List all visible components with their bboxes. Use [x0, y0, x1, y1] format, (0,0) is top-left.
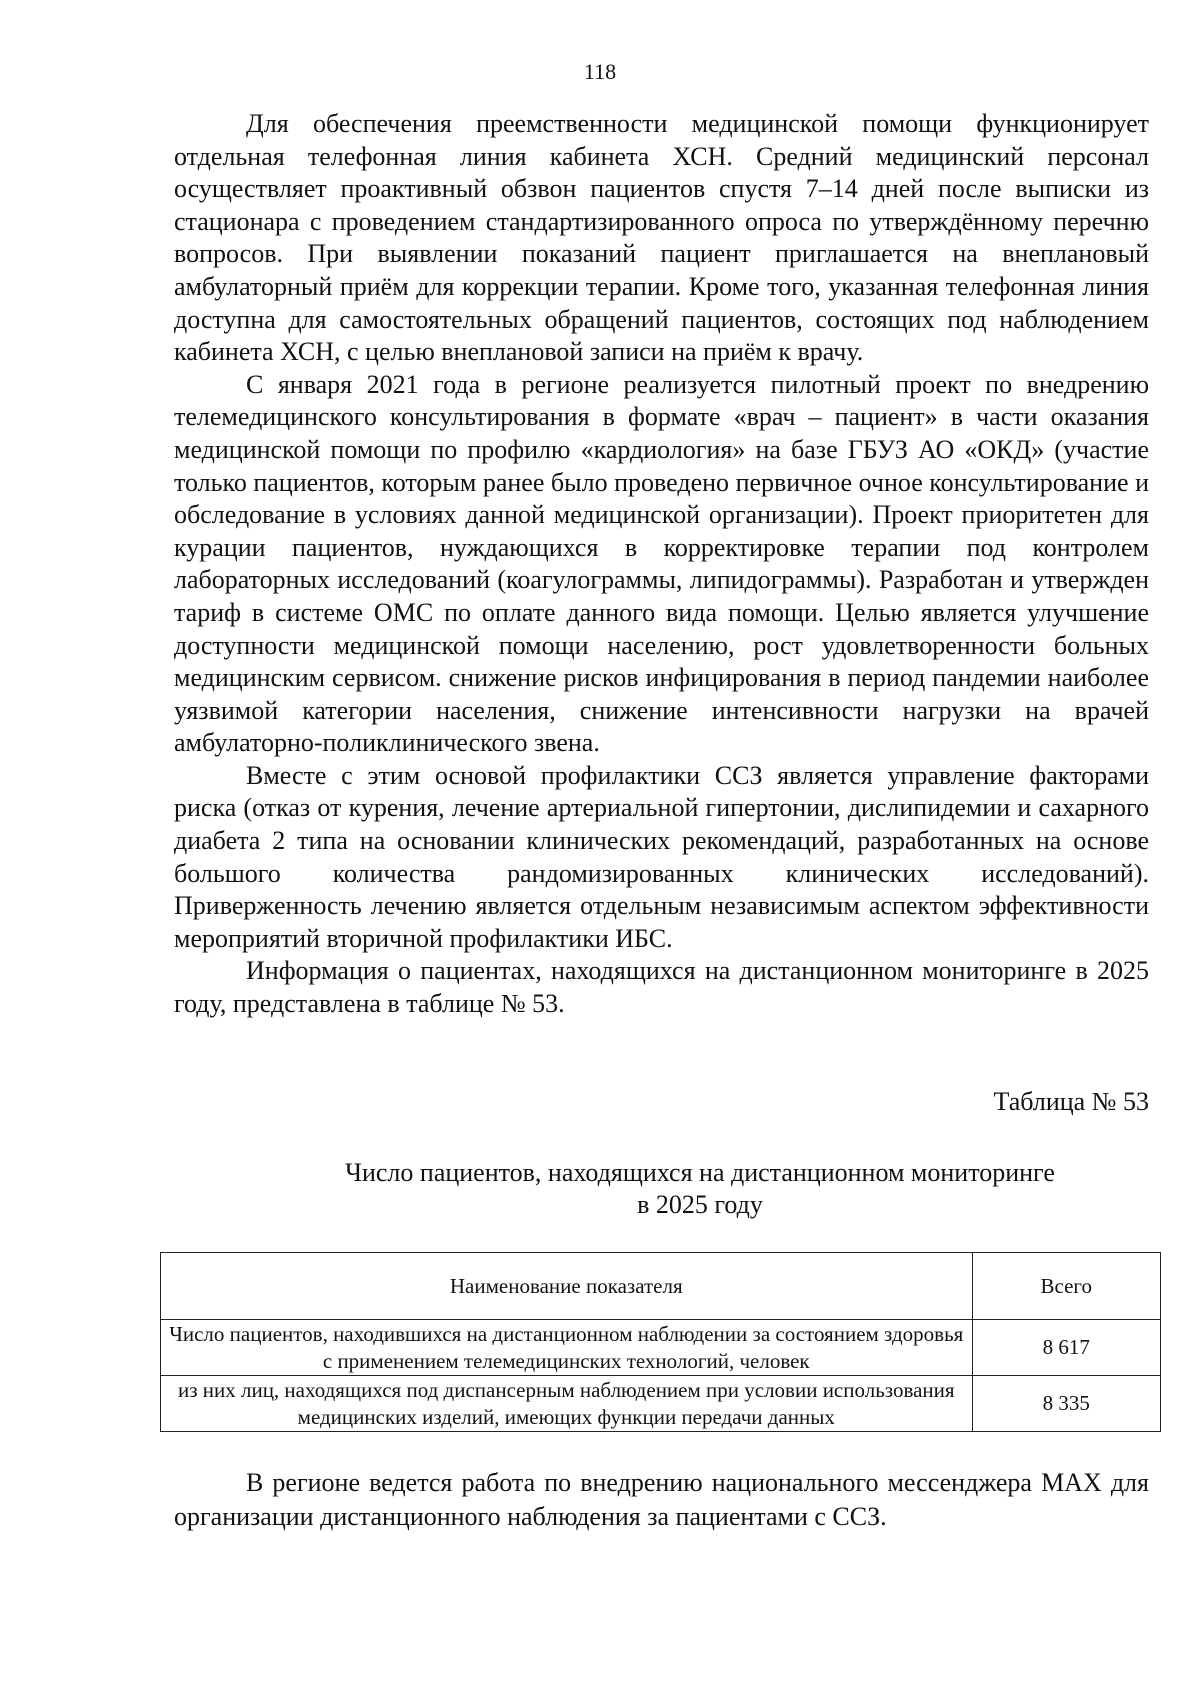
header-indicator-name: Наименование показателя: [161, 1253, 973, 1320]
table-row: [161, 1376, 1161, 1432]
closing-text: [174, 1466, 1149, 1534]
table-title: [240, 1157, 1160, 1221]
row-total-value: 8 617: [972, 1320, 1160, 1376]
row-indicator-name: из них лиц, находящихся под диспансерным наблюдением при условии использования медицинских изделий, имеющих функции передачи данных: [161, 1376, 973, 1432]
paragraph-telemedicine-project: С января 2021 года в регионе реализуется пилотный проект по внедрению телемедицинского консультирования в формате «врач – пациент» в части оказания медицинской помощи по профилю «кардиология» на базе ГБУЗ АО «ОКД» (участие только пациентов, которым ранее было проведено первичное очное консультирование и обследование в условиях данной медицинской организации). Проект приоритетен для курации пациентов, нуждающихся в корректировке терапии под контролем лабораторных исследований (коагулограммы, липидограммы). Разработан и утвержден тариф в системе ОМС по оплате данного вида помощи. Целью является улучшение доступности медицинской помощи населению, рост удовлетворенности больных медицинским сервисом. снижение рисков инфицирования в период пандемии наиболее уязвимой категории населения, снижение интенсивности нагрузки на врачей амбулаторно-поликлинического звена.: [174, 369, 1149, 758]
row-indicator-name: Число пациентов, находившихся на дистанционном наблюдении за состоянием здоровья с применением телемедицинских технологий, человек: [161, 1320, 973, 1376]
body-text: [174, 108, 1149, 1021]
monitoring-table: [160, 1252, 1161, 1432]
table-title-line-1: Число пациентов, находящихся на дистанционном мониторинге: [345, 1158, 1055, 1187]
table-row: [161, 1320, 1161, 1376]
row-total-value: 8 335: [972, 1376, 1160, 1432]
table-title-line-2: в 2025 году: [637, 1190, 763, 1219]
paragraph-table-reference: Информация о пациентах, находящихся на дистанционном мониторинге в 2025 году, представлена в таблице № 53.: [174, 956, 1149, 1019]
header-total: Всего: [972, 1253, 1160, 1320]
table-label: Таблица № 53: [993, 1087, 1149, 1116]
paragraph-max-messenger: В регионе ведется работа по внедрению национального мессенджера МАХ для организации дистанционного наблюдения за пациентами с ССЗ.: [174, 1468, 1149, 1531]
table-header-row: [161, 1253, 1161, 1320]
paragraph-risk-factors: Вместе с этим основой профилактики ССЗ является управление факторами риска (отказ от курения, лечение артериальной гипертонии, дислипидемии и сахарного диабета 2 типа на основании клинических рекомендаций, разработанных на основе большого количества рандомизированных клинических исследований). Приверженность лечению является отдельным независимым аспектом эффективности мероприятий вторичной профилактики ИБС.: [174, 760, 1149, 953]
paragraph-hf-phone-line: Для обеспечения преемственности медицинской помощи функционирует отдельная телефонная линия кабинета ХСН. Средний медицинский персонал осуществляет проактивный обзвон пациентов спустя 7–14 дней после выписки из стационара с проведением стандартизированного опроса по утверждённому перечню вопросов. При выявлении показаний пациент приглашается на внеплановый амбулаторный приём для коррекции терапии. Кроме того, указанная телефонная линия доступна для самостоятельных обращений пациентов, состоящих под наблюдением кабинета ХСН, с целью внеплановой записи на приём к врачу.: [174, 109, 1149, 367]
page-number: 118: [583, 59, 617, 84]
